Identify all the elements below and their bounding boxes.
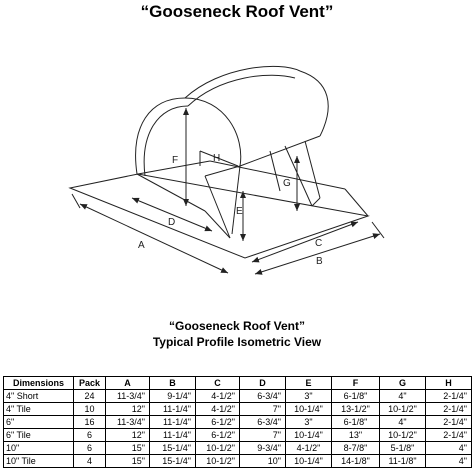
cell-f: 8-7/8"	[332, 442, 380, 455]
table-row	[4, 442, 472, 455]
col-header-a: A	[106, 377, 150, 390]
cell-h: 2-1/4"	[426, 390, 472, 403]
dim-label-a: A	[138, 240, 145, 251]
cell-f: 13-1/2"	[332, 403, 380, 416]
dim-label-b: B	[316, 256, 323, 267]
col-header-b: B	[150, 377, 196, 390]
col-header-dimensions: Dimensions	[4, 377, 74, 390]
cell-f: 6-1/8"	[332, 390, 380, 403]
cell-c: 4-1/2"	[196, 390, 240, 403]
cell-g: 10-1/2"	[380, 429, 426, 442]
cell-pack: 24	[74, 390, 106, 403]
cell-e: 3"	[286, 416, 332, 429]
cell-e: 10-1/4"	[286, 429, 332, 442]
col-header-f: F	[332, 377, 380, 390]
cell-g: 10-1/2"	[380, 403, 426, 416]
cell-dimensions: 6" Tile	[4, 429, 74, 442]
cell-h: 4"	[426, 455, 472, 468]
vent-hood	[136, 66, 329, 238]
cell-pack: 6	[74, 442, 106, 455]
cell-b: 11-1/4"	[150, 416, 196, 429]
cell-e: 4-1/2"	[286, 442, 332, 455]
dim-label-e: E	[236, 206, 243, 217]
dim-label-g: G	[283, 178, 291, 189]
cell-pack: 6	[74, 429, 106, 442]
cell-g: 4"	[380, 416, 426, 429]
dim-label-h: H	[213, 153, 221, 164]
table-row	[4, 403, 472, 416]
cell-g: 4"	[380, 390, 426, 403]
cell-dimensions: 10"	[4, 442, 74, 455]
cell-h: 2-1/4"	[426, 416, 472, 429]
cell-c: 10-1/2"	[196, 442, 240, 455]
table-row	[4, 455, 472, 468]
col-header-g: G	[380, 377, 426, 390]
cell-h: 2-1/4"	[426, 429, 472, 442]
cell-a: 15"	[106, 455, 150, 468]
cell-h: 4"	[426, 442, 472, 455]
cell-g: 11-1/8"	[380, 455, 426, 468]
cell-a: 12"	[106, 403, 150, 416]
cell-f: 6-1/8"	[332, 416, 380, 429]
cell-c: 6-1/2"	[196, 416, 240, 429]
table-row	[4, 390, 472, 403]
isometric-vent-drawing	[0, 26, 474, 306]
table-row	[4, 429, 472, 442]
cell-a: 11-3/4"	[106, 416, 150, 429]
cell-e: 10-1/4"	[286, 455, 332, 468]
cell-dimensions: 4" Short	[4, 390, 74, 403]
col-header-d: D	[240, 377, 286, 390]
cell-f: 14-1/8"	[332, 455, 380, 468]
col-header-e: E	[286, 377, 332, 390]
cell-c: 4-1/2"	[196, 403, 240, 416]
col-header-h: H	[426, 377, 472, 390]
cell-d: 7"	[240, 429, 286, 442]
cell-b: 9-1/4"	[150, 390, 196, 403]
cell-pack: 4	[74, 455, 106, 468]
cell-f: 13"	[332, 429, 380, 442]
col-header-pack: Pack	[74, 377, 106, 390]
cell-d: 9-3/4"	[240, 442, 286, 455]
cell-a: 12"	[106, 429, 150, 442]
caption-line-1: “Gooseneck Roof Vent”	[168, 319, 306, 333]
figure-caption	[0, 318, 474, 350]
cell-c: 10-1/2"	[196, 455, 240, 468]
cell-dimensions: 6"	[4, 416, 74, 429]
col-header-c: C	[196, 377, 240, 390]
dim-label-f: F	[172, 155, 179, 166]
cell-d: 7"	[240, 403, 286, 416]
cell-dimensions: 10" Tile	[4, 455, 74, 468]
cell-c: 6-1/2"	[196, 429, 240, 442]
cell-e: 3"	[286, 390, 332, 403]
dimensions-table	[3, 376, 472, 468]
caption-line-2: Typical Profile Isometric View	[152, 335, 322, 349]
cell-b: 11-1/4"	[150, 403, 196, 416]
dim-label-d: D	[168, 217, 176, 228]
dim-label-c: C	[315, 238, 323, 249]
cell-d: 10"	[240, 455, 286, 468]
table-header-row	[4, 377, 472, 390]
cell-d: 6-3/4"	[240, 390, 286, 403]
cell-g: 5-1/8"	[380, 442, 426, 455]
cell-b: 15-1/4"	[150, 455, 196, 468]
cell-b: 15-1/4"	[150, 442, 196, 455]
cell-dimensions: 4" Tile	[4, 403, 74, 416]
cell-a: 11-3/4"	[106, 390, 150, 403]
cell-e: 10-1/4"	[286, 403, 332, 416]
dimension-lines	[72, 108, 384, 274]
cell-pack: 10	[74, 403, 106, 416]
cell-b: 11-1/4"	[150, 429, 196, 442]
cell-h: 2-1/4"	[426, 403, 472, 416]
cell-pack: 16	[74, 416, 106, 429]
page-title: “Gooseneck Roof Vent”	[140, 2, 334, 21]
table-row	[4, 416, 472, 429]
cell-d: 6-3/4"	[240, 416, 286, 429]
cell-a: 15"	[106, 442, 150, 455]
